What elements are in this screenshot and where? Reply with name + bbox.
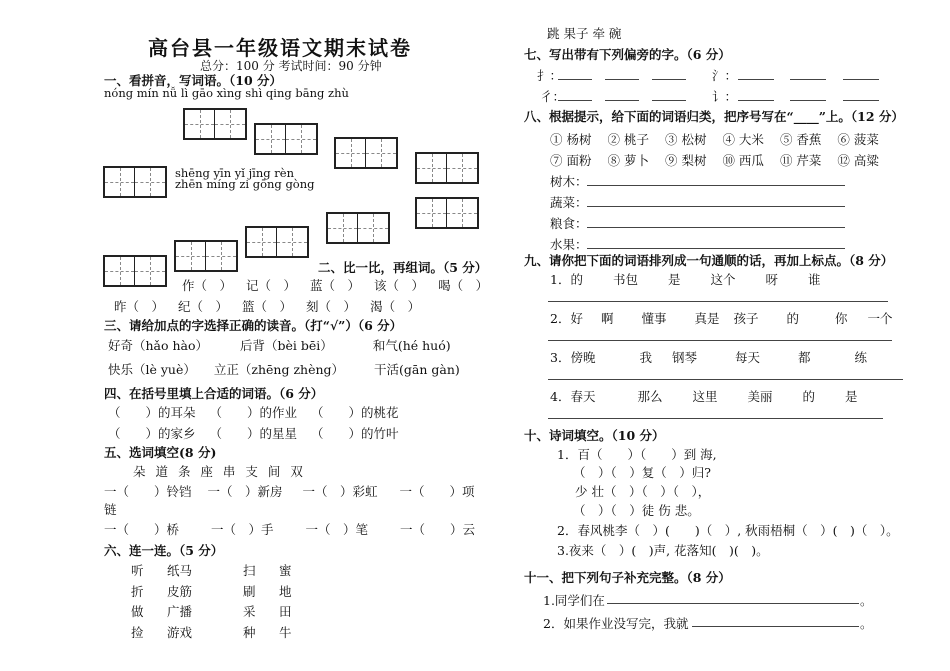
- word-option: ⑧ 萝卜: [607, 153, 649, 168]
- page-title: 高台县一年级语文期末试卷: [148, 36, 412, 60]
- section-11-heading: 十一、把下列句子补充完整。（8 分）: [524, 570, 731, 585]
- word-list-row-1: [550, 130, 895, 148]
- match-word: 折: [131, 583, 144, 599]
- measure-row-1-wrap: 链: [104, 502, 117, 517]
- reading-item: 和气(hé huó): [372, 338, 451, 353]
- poem-line-6: 3.夜来（ ）( )声, 花落知( )( )。: [557, 543, 769, 558]
- compare-item: 篮（ ）: [242, 299, 293, 314]
- fill-item: （ ）的星星: [209, 426, 298, 441]
- word-token: 钢琴: [671, 350, 697, 365]
- reading-item: 干活(gān gàn): [374, 362, 460, 377]
- section-10-heading: 十、诗词填空。（10 分）: [524, 428, 665, 443]
- match-word: 地: [279, 583, 292, 599]
- reading-item: 后背（bèi bēi）: [240, 338, 333, 353]
- word-token: 呀: [765, 272, 779, 287]
- match-word: 听: [131, 563, 144, 578]
- fill-row-1: [108, 403, 413, 421]
- poem-line-3: 少 壮（ ）（ ）（ ），: [575, 484, 711, 499]
- compare-item: 刻（ ）: [306, 299, 357, 314]
- match-word: 种: [243, 624, 256, 640]
- match-word: 皮筋: [167, 583, 193, 599]
- word-token: 我: [639, 350, 652, 365]
- radical-yan: 讠：: [712, 89, 738, 104]
- match-row[interactable]: [131, 582, 217, 603]
- category-vegetables: 蔬菜：: [550, 195, 588, 210]
- writing-grid[interactable]: [103, 255, 167, 287]
- compare-item: 纪（ ）: [178, 299, 229, 314]
- section-7-heading: 七、写出带有下列偏旁的字。（6 分）: [524, 47, 731, 62]
- measure-item: 一（ ）项: [399, 484, 475, 499]
- complete-sentence-2: 2．如果作业没写完，我就: [543, 616, 689, 631]
- word-option: ⑦ 面粉: [550, 153, 592, 168]
- section-2-heading: 二、比一比，再组词。（5 分）: [318, 260, 488, 275]
- section-6-heading: 六、连一连。（5 分）: [104, 543, 224, 558]
- sentence-3: [550, 348, 867, 366]
- compare-row-2: [114, 297, 434, 315]
- compare-item: 作（ ）: [182, 278, 233, 293]
- match-row[interactable]: [131, 623, 217, 644]
- measure-word-list: 朵 道 条 座 串 支 间 双: [133, 464, 303, 479]
- measure-item: 一（ ）笔: [305, 522, 369, 537]
- match-word: 刷: [243, 583, 256, 599]
- match-right: [243, 561, 329, 643]
- pinyin-row-2a: shēng yīn yǐ jīng rèn: [175, 166, 294, 180]
- word-token: 1．的: [550, 272, 583, 287]
- poem-line-5: 2．春风桃李（ ）( )（ ）, 秋雨梧桐（ ）( )（ ）。: [557, 523, 899, 538]
- match-left: [131, 561, 217, 643]
- match-word: 捡: [131, 624, 144, 640]
- word-token: 真是: [694, 311, 720, 326]
- compare-item: 喝（ ）: [438, 278, 489, 293]
- match-row[interactable]: [243, 602, 329, 623]
- poem-line-1: 1．百（ ）（ ）到 海,: [557, 447, 717, 462]
- word-token: 都: [798, 350, 811, 365]
- word-token: 练: [854, 350, 868, 365]
- match-row[interactable]: [243, 623, 329, 644]
- measure-row-2: [104, 520, 475, 538]
- writing-grid[interactable]: [245, 226, 309, 258]
- radical-shou: 扌：: [537, 68, 563, 83]
- writing-grid[interactable]: [326, 212, 390, 244]
- word-token: 4．春天: [550, 389, 596, 404]
- fill-item: （ ）的桃花: [311, 405, 399, 420]
- poem-line-2: （ ）（ ）复（ ）归?: [573, 465, 711, 480]
- measure-item: 一（ ）铃铛: [104, 484, 192, 499]
- writing-grid[interactable]: [254, 123, 318, 155]
- category-grains: 粮食：: [550, 216, 588, 231]
- section-1-heading: 一、看拼音，写词语。（10 分）: [104, 73, 282, 88]
- section-8-heading: 八、根据提示，给下面的词语归类，把序号写在“____”上。（12 分）: [524, 109, 904, 124]
- word-token: 书包: [612, 272, 638, 287]
- compare-item: 该（ ）: [374, 278, 425, 293]
- fill-item: （ ）的家乡: [108, 426, 196, 441]
- word-option: ④ 大米: [722, 132, 764, 147]
- measure-item: 一（ ）彩虹: [302, 484, 378, 499]
- reading-row-1: [108, 336, 451, 354]
- word-token: 这里: [692, 389, 718, 404]
- compare-item: 蓝（ ）: [310, 278, 361, 293]
- writing-grid[interactable]: [334, 137, 398, 169]
- sentence-1: [550, 270, 821, 288]
- word-option: ③ 松树: [664, 132, 707, 147]
- writing-grid[interactable]: [174, 240, 238, 272]
- word-token: 每天: [734, 350, 760, 365]
- match-word: 游戏: [167, 624, 193, 640]
- section-4-heading: 四、在括号里填上合适的词语。（6 分）: [104, 386, 324, 401]
- word-token: 孩子: [733, 311, 759, 326]
- writing-grid[interactable]: [415, 197, 479, 229]
- match-word: 广播: [167, 604, 193, 619]
- word-token: 谁: [808, 272, 821, 287]
- word-option: ⑤ 香蕉: [779, 132, 822, 147]
- writing-grid[interactable]: [103, 166, 167, 198]
- measure-item: 一（ ）手: [211, 522, 274, 537]
- compare-row-1: [182, 276, 502, 294]
- match-word: 采: [243, 604, 256, 619]
- measure-row-1: [104, 482, 475, 500]
- word-token: 的: [802, 389, 816, 404]
- reading-item: 快乐（lè yuè）: [108, 362, 196, 377]
- reading-item: 好奇（hǎo hào）: [108, 338, 209, 353]
- compare-item: 记（ ）: [246, 278, 297, 293]
- word-token: 3．傍晚: [550, 350, 596, 365]
- writing-grid[interactable]: [415, 152, 479, 184]
- word-token: 美丽: [747, 389, 773, 404]
- match-word: 蜜: [279, 563, 292, 578]
- measure-item: 一（ ）新房: [207, 484, 283, 499]
- category-fruits: 水果：: [550, 237, 588, 252]
- word-token: 这个: [710, 272, 736, 287]
- match-row[interactable]: [243, 582, 329, 603]
- word-token: 你: [835, 311, 848, 326]
- exam-info: 总分：100 分 考试时间：90 分钟: [200, 59, 382, 73]
- match-word: 做: [131, 604, 144, 619]
- word-token: 是: [667, 272, 681, 287]
- section-5-heading: 五、选词填空(8 分): [104, 445, 217, 460]
- match-word: 纸马: [167, 563, 193, 578]
- pinyin-row-2b: zhēn míng zi gōng gòng: [175, 177, 315, 191]
- word-option: ⑫ 高粱: [837, 153, 879, 168]
- fill-row-2: [108, 424, 413, 442]
- reading-row-2: [108, 360, 460, 378]
- sentence-4: [550, 387, 858, 405]
- match-row[interactable]: [131, 602, 217, 623]
- word-token: 一个: [867, 311, 893, 326]
- match-word: 扫: [243, 563, 256, 578]
- fill-item: （ ）的耳朵: [108, 405, 196, 420]
- reading-item: 立正（zhēng zhèng）: [213, 362, 345, 377]
- match-word: 牛: [279, 624, 292, 640]
- word-option: ⑩ 西瓜: [722, 153, 764, 168]
- top-right-words: 跳 果子 牵 碗: [547, 26, 622, 41]
- word-token: 懂事: [641, 311, 667, 326]
- fill-item: （ ）的竹叶: [311, 426, 399, 441]
- measure-item: 一（ ）云: [400, 522, 476, 537]
- word-token: 是: [845, 389, 858, 404]
- sentence-1-end: 。: [860, 593, 873, 608]
- sentence-2: [550, 309, 893, 327]
- word-option: ⑨ 梨树: [664, 153, 707, 168]
- compare-item: 渴（ ）: [370, 299, 421, 314]
- word-option: ⑪ 芹菜: [779, 153, 822, 168]
- poem-line-4: （ ）（ ）徒 伤 悲。: [573, 503, 700, 518]
- word-option: ① 杨树: [550, 132, 592, 147]
- word-token: 的: [786, 311, 800, 326]
- radical-shui: 氵：: [712, 68, 738, 83]
- word-list-row-2: [550, 151, 895, 169]
- pinyin-row-1: nóng mín nǚ lì gāo xìng shì qing bāng zhù: [104, 86, 349, 100]
- writing-grid[interactable]: [183, 108, 247, 140]
- word-token: 2．好: [550, 311, 583, 326]
- section-3-heading: 三、请给加点的字选择正确的读音。（打“√”）（6 分）: [104, 318, 403, 333]
- radical-chi: 彳：: [540, 89, 566, 104]
- section-9-heading: 九、请你把下面的词语排列成一句通顺的话，再加上标点。（8 分）: [524, 253, 894, 268]
- sentence-2-end: 。: [860, 616, 873, 631]
- match-word: 田: [279, 604, 292, 619]
- measure-item: 一（ ）桥: [104, 522, 180, 537]
- complete-sentence-1: 1.同学们在: [543, 593, 605, 608]
- category-trees: 树木：: [550, 174, 588, 189]
- match-row[interactable]: [243, 561, 329, 582]
- compare-item: 昨（ ）: [114, 299, 165, 314]
- fill-item: （ ）的作业: [209, 405, 298, 420]
- word-token: 啊: [600, 311, 614, 326]
- match-row[interactable]: [131, 561, 217, 582]
- word-option: ② 桃子: [607, 132, 649, 147]
- word-option: ⑥ 菠菜: [837, 132, 879, 147]
- word-token: 那么: [637, 389, 663, 404]
